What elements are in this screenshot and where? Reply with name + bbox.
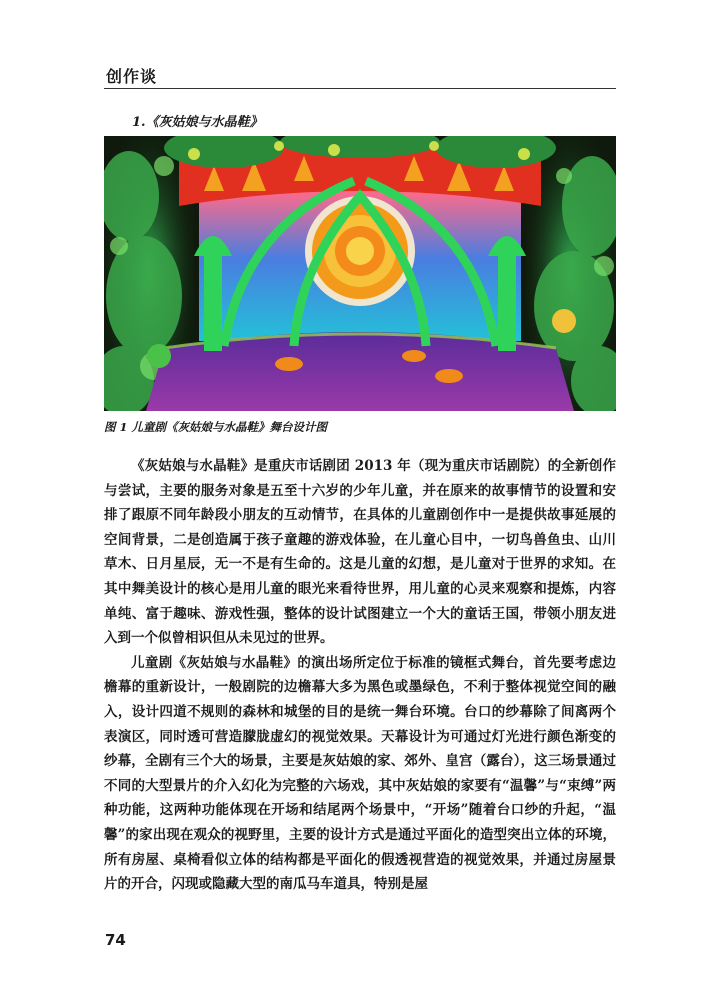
stage-design-illustration (104, 136, 616, 411)
running-header: 创作谈 (106, 67, 158, 86)
paragraph: 儿童剧《灰姑娘与水晶鞋》的演出场所定位于标准的镜框式舞台，首先要考虑边檐幕的重新设计，一般剧院的边檐幕大多为黑色或墨绿色，不利于整体视觉空间的融入，设计四道不规则的森林和城堡的目的是统一舞台环境。台口的纱幕除了间离两个表演区，同时透可营造朦胧虚幻的视觉效果。天幕设计为可通过灯光进行颜色渐变的纱幕，全剧有三个大的场景，主要是灰姑娘的家、郊外、皇宫（露台），这三场景通过不同的大型景片的介入幻化为完整的六场戏，其中灰姑娘的家要有“温馨”与“束缚”两种功能，这两种功能体现在开场和结尾两个场景中，“开场”随着台口纱的升起，“温馨”的家出现在观众的视野里，主要的设计方式是通过平面化的造型突出立体的环境，所有房屋、桌椅看似立体的结构都是平面化的假透视营造的视觉效果，并通过房屋景片的开合，闪现或隐藏大型的南瓜马车道具，特别是屋 (104, 654, 616, 893)
figure-caption: 图 1 儿童剧《灰姑娘与水晶鞋》舞台设计图 (104, 420, 328, 434)
header-divider (104, 88, 616, 89)
section-heading: 1.《灰姑娘与水晶鞋》 (132, 115, 263, 130)
article-body (104, 454, 616, 897)
stage-design-figure (104, 136, 616, 411)
page-number: 74 (105, 931, 126, 949)
paragraph: 《灰姑娘与水晶鞋》是重庆市话剧团 2013 年（现为重庆市话剧院）的全新创作与尝试，主要的服务对象是五至十六岁的少年儿童，并在原来的故事情节的设置和安排了跟原不同年龄段小朋友的互动情节，在具体的儿童剧创作中一是提供故事延展的空间背景，二是创造属于孩子童趣的游戏体验，在儿童心目中，一切鸟兽鱼虫、山川草木、日月星辰，无一不是有生命的。这是儿童的幻想，是儿童对于世界的求知。在其中舞美设计的核心是用儿童的眼光来看待世界，用儿童的心灵来观察和提炼，内容单纯、富于趣味、游戏性强，整体的设计试图建立一个大的童话王国，带领小朋友进入到一个似曾相识但从未见过的世界。 (104, 458, 616, 647)
